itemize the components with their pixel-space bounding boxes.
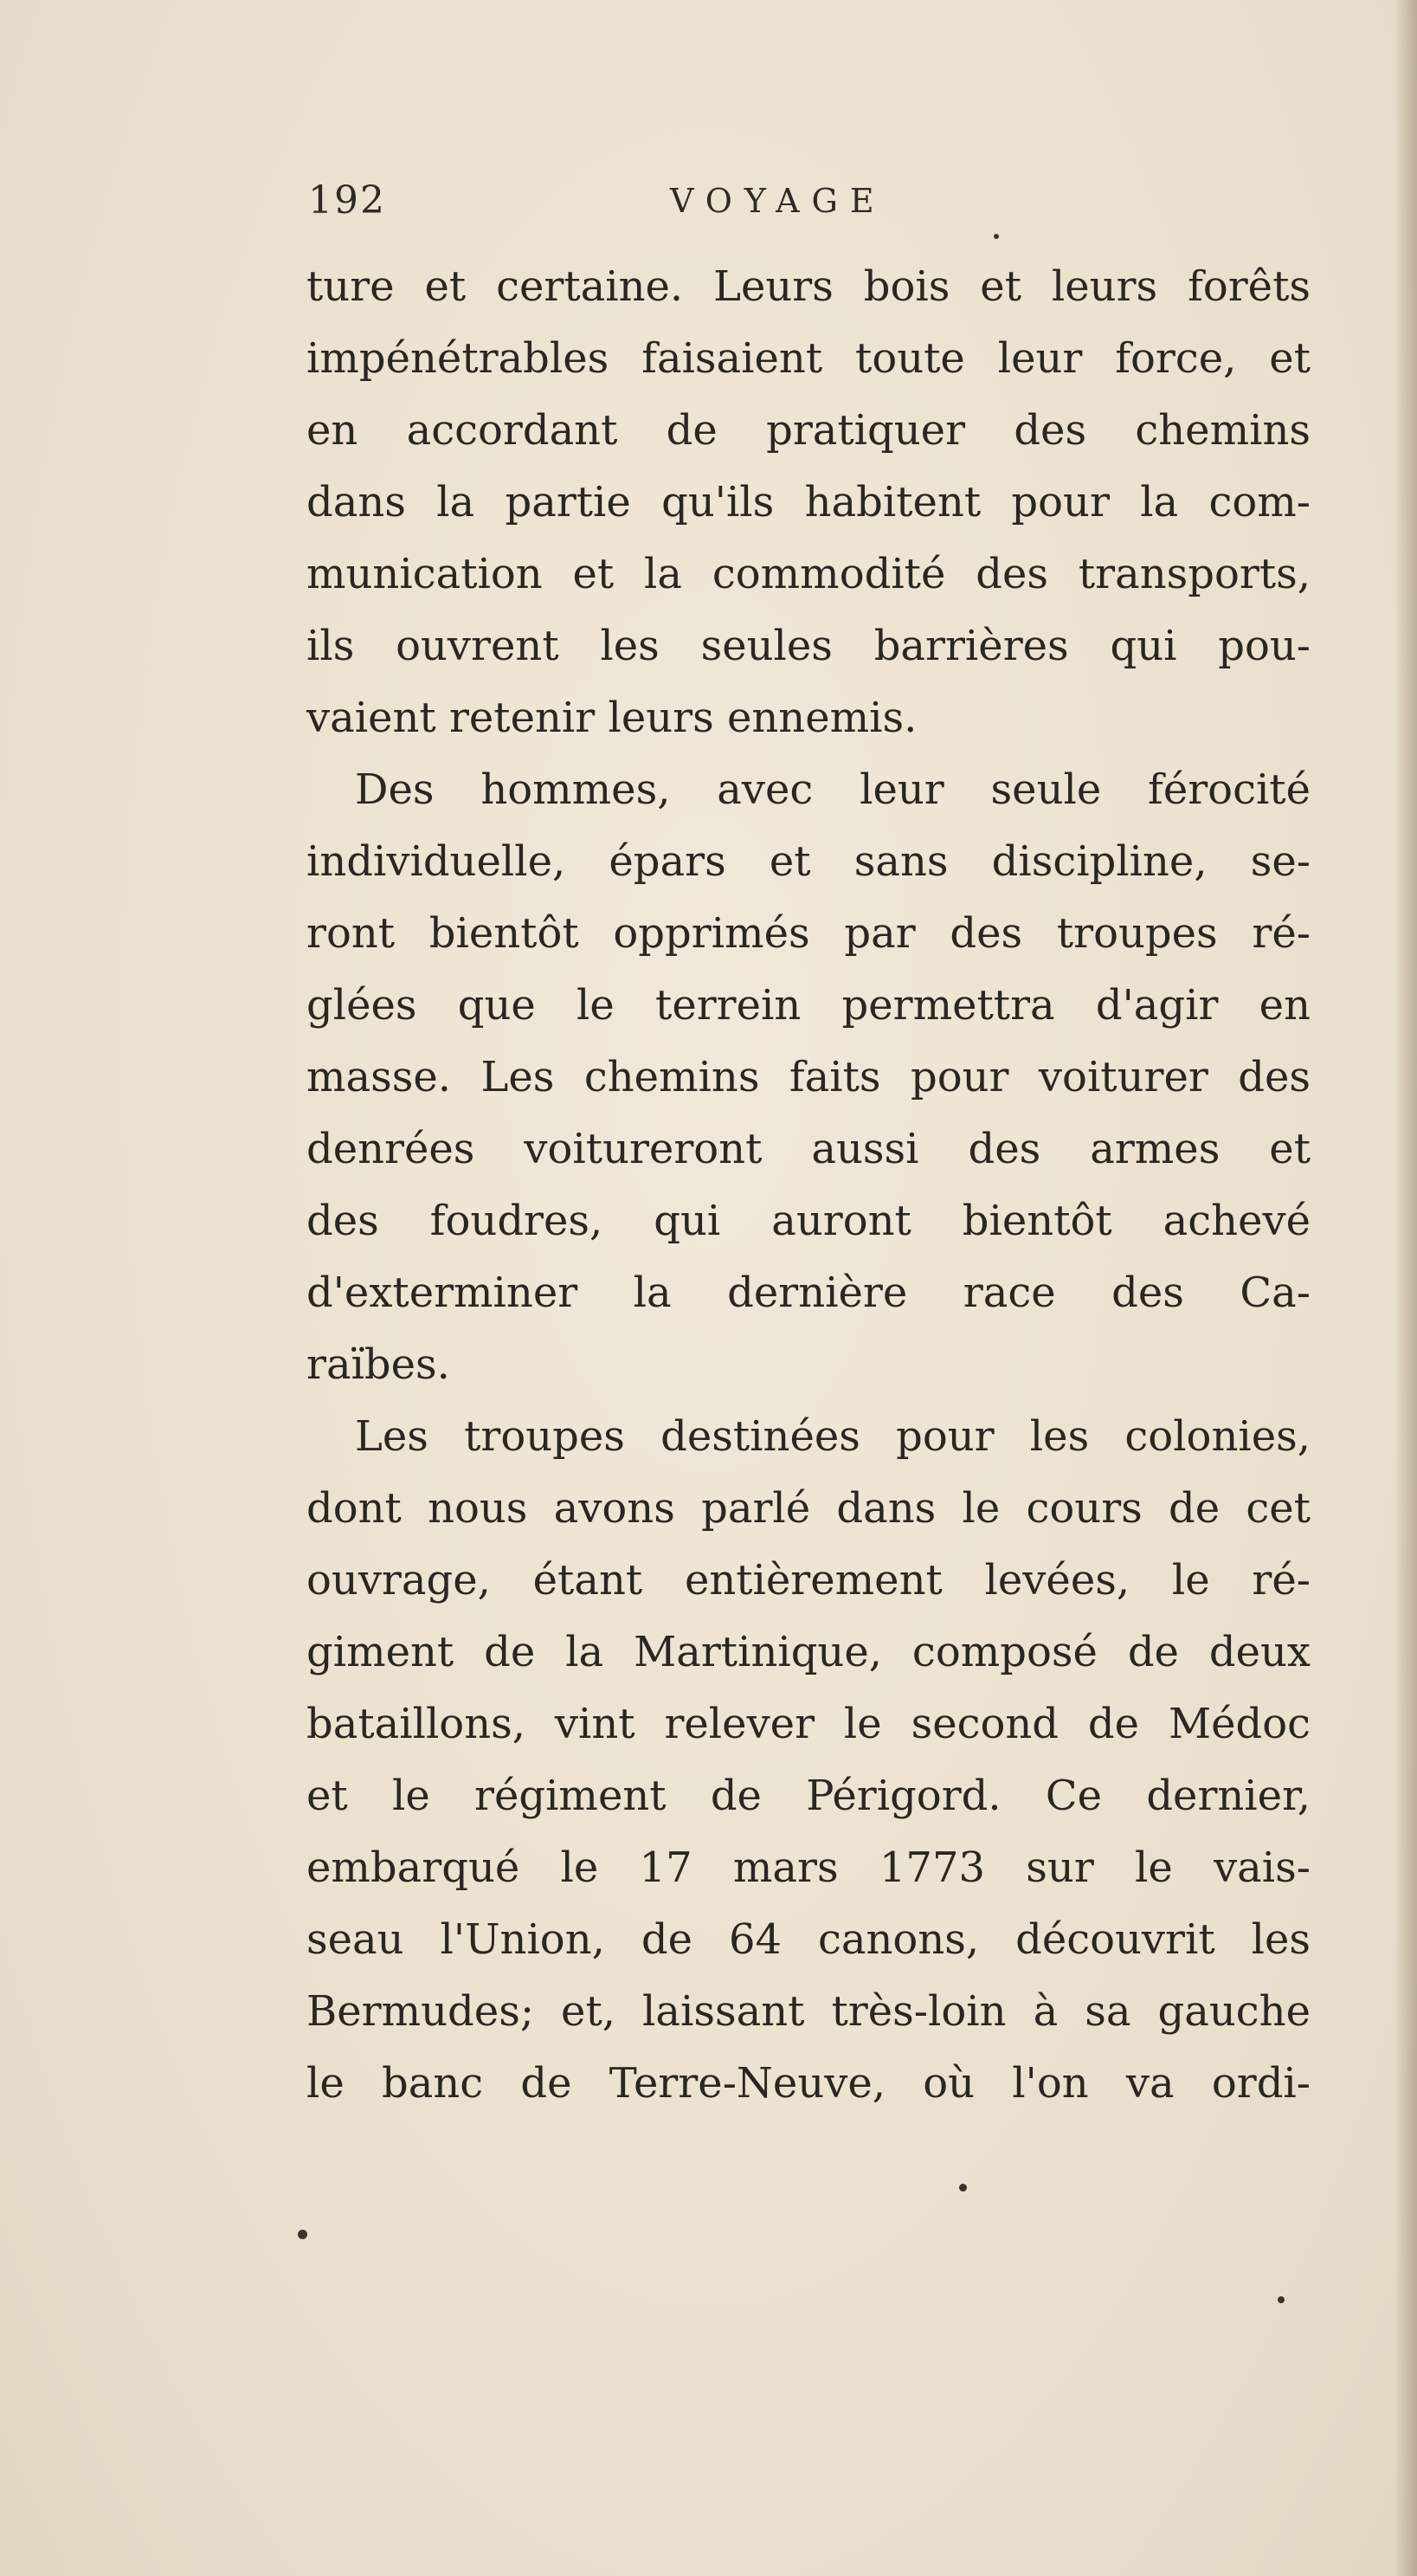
text-line: et le régiment de Périgord. Ce dernier, [306, 1772, 1311, 1820]
text-line: giment de la Martinique, composé de deux [306, 1628, 1311, 1676]
ink-speck [1278, 2296, 1285, 2303]
text-line: ils ouvrent les seules barrières qui pou- [306, 622, 1311, 670]
text-line: impénétrables faisaient toute leur force, et [306, 334, 1311, 383]
text-line: glées que le terrein permettra d'agir en [306, 981, 1311, 1030]
ink-speck [994, 234, 999, 239]
text-line: en accordant de pratiquer des chemins [306, 406, 1311, 455]
text-line: denrées voitureront aussi des armes et [306, 1125, 1311, 1173]
text-line: ouvrage, étant entièrement levées, le ré- [306, 1556, 1311, 1604]
text-line: Les troupes destinées pour les colonies, [355, 1412, 1311, 1461]
running-head: VOYAGE [670, 182, 886, 220]
text-line: le banc de Terre-Neuve, où l'on va ordi- [306, 2059, 1311, 2108]
text-line: des foudres, qui auront bientôt achevé [306, 1197, 1311, 1245]
text-line: ront bientôt opprimés par des troupes ré- [306, 909, 1311, 958]
text-line: munication et la commodité des transports, [306, 550, 1311, 598]
text-line: ture et certaine. Leurs bois et leurs forêts [306, 262, 1311, 311]
text-line: seau l'Union, de 64 canons, découvrit les [306, 1915, 1311, 1964]
text-line: Des hommes, avec leur seule férocité [355, 765, 1311, 814]
page-header [308, 178, 1330, 248]
text-line: vaient retenir leurs ennemis. [306, 694, 918, 742]
page-edge-shadow [1394, 0, 1417, 2576]
text-line: dans la partie qu'ils habitent pour la com- [306, 478, 1311, 526]
ink-speck [959, 2184, 967, 2192]
text-line: embarqué le 17 mars 1773 sur le vais- [306, 1843, 1311, 1892]
text-line: raïbes. [306, 1340, 450, 1389]
text-line: Bermudes; et, laissant très-loin à sa gauche [306, 1987, 1311, 2036]
ink-speck [298, 2230, 307, 2239]
page-number: 192 [308, 178, 386, 223]
text-line: dont nous avons parlé dans le cours de cet [306, 1484, 1311, 1533]
text-line: bataillons, vint relever le second de Médoc [306, 1700, 1311, 1748]
text-line: d'exterminer la dernière race des Ca- [306, 1269, 1311, 1317]
body-text [306, 251, 1311, 2120]
text-line: masse. Les chemins faits pour voiturer des [306, 1053, 1311, 1101]
text-line: individuelle, épars et sans discipline, se- [306, 837, 1311, 886]
